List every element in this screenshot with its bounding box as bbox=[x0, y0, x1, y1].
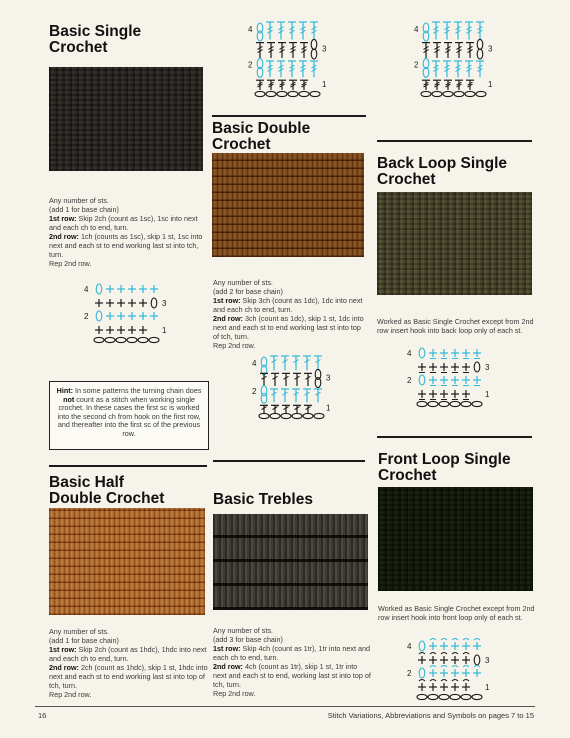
chain-stitch-symbol bbox=[292, 413, 302, 418]
chain-stitch-symbol bbox=[310, 91, 320, 96]
row-number-label: 4 bbox=[248, 25, 253, 34]
footer-rule bbox=[35, 706, 535, 707]
row2-label: 2nd row: bbox=[213, 662, 243, 671]
sts-count: Any number of sts. bbox=[49, 196, 109, 205]
base-chain-note: (add 1 for base chain) bbox=[49, 636, 119, 645]
chain-stitch-symbol bbox=[266, 91, 276, 96]
basic-single-crochet-swatch bbox=[49, 67, 203, 171]
base-chain-note: (add 2 for base chain) bbox=[213, 287, 283, 296]
row-number-label: 3 bbox=[326, 373, 331, 383]
chain-stitch-symbol bbox=[259, 413, 269, 418]
hint-box bbox=[49, 381, 209, 450]
chain-stitch-symbol bbox=[432, 91, 442, 96]
front-loop-title: Front Loop Single Crochet bbox=[378, 451, 511, 484]
row-number-label: 1 bbox=[485, 683, 490, 692]
loop-mark bbox=[474, 639, 480, 641]
hint-text-2: count as a stitch when working single crochet. In these cases the first sc is worked into the second ch from hook on the first row, and thereafter into the first sc of the previous row. bbox=[57, 394, 201, 438]
row-number-label: 4 bbox=[252, 359, 257, 368]
double-crochet-diagram bbox=[250, 352, 330, 420]
repeat-note: Rep 2nd row. bbox=[49, 690, 92, 699]
row-number-label: 3 bbox=[322, 44, 327, 54]
chain-stitch-symbol bbox=[311, 49, 317, 59]
row2-label: 2nd row: bbox=[213, 314, 243, 323]
base-chain-note: (add 3 for base chain) bbox=[213, 635, 283, 644]
row1-text: Skip 3ch (count as 1dc), 1dc into next and each ch to end, turn. bbox=[213, 296, 363, 314]
basic-single-crochet-instructions bbox=[49, 196, 207, 268]
chain-stitch-symbol bbox=[474, 655, 480, 665]
footer-note: Stitch Variations, Abbreviations and Symbols on pages 7 to 15 bbox=[327, 711, 534, 720]
chain-stitch-symbol bbox=[417, 694, 427, 699]
row-number-label: 3 bbox=[485, 363, 490, 372]
chain-stitch-symbol bbox=[96, 311, 102, 321]
chain-stitch-symbol bbox=[105, 337, 115, 342]
loop-mark bbox=[452, 666, 458, 668]
chain-stitch-symbol bbox=[303, 413, 313, 418]
chain-stitch-symbol bbox=[138, 337, 148, 342]
loop-mark bbox=[463, 639, 469, 641]
chain-stitch-symbol bbox=[476, 91, 486, 96]
section-rule bbox=[213, 460, 365, 462]
basic-trebles-title: Basic Trebles bbox=[213, 491, 313, 508]
half-double-crochet-instructions bbox=[49, 627, 209, 699]
loop-mark bbox=[419, 680, 425, 682]
row-number-label: 1 bbox=[485, 390, 490, 399]
chain-stitch-symbol bbox=[314, 413, 324, 418]
row1-text: Skip 2ch (count as 1sc), 1sc into next and each ch to end, turn. bbox=[49, 214, 198, 232]
row-number-label: 3 bbox=[162, 299, 167, 308]
section-rule bbox=[49, 465, 207, 467]
chain-stitch-symbol bbox=[474, 362, 480, 372]
chain-stitch-symbol bbox=[450, 694, 460, 699]
page-number: 16 bbox=[38, 711, 47, 720]
chain-stitch-symbol bbox=[472, 694, 482, 699]
half-double-crochet-swatch bbox=[49, 508, 205, 615]
loop-mark bbox=[419, 653, 425, 655]
row-number-label: 2 bbox=[248, 60, 253, 70]
loop-mark bbox=[441, 653, 447, 655]
half-double-crochet-title: Basic Half Double Crochet bbox=[49, 474, 165, 507]
row-number-label: 4 bbox=[407, 642, 412, 651]
chain-stitch-symbol bbox=[277, 91, 287, 96]
front-loop-swatch bbox=[378, 487, 533, 591]
basic-trebles-swatch bbox=[213, 514, 368, 610]
hint-text-1: In some patterns the turning chain does bbox=[73, 386, 202, 395]
row-number-label: 1 bbox=[488, 79, 493, 89]
chain-stitch-symbol bbox=[454, 91, 464, 96]
row-number-label: 2 bbox=[407, 669, 412, 678]
row-number-label: 4 bbox=[84, 285, 89, 294]
loop-mark bbox=[474, 666, 480, 668]
row1-label: 1st row: bbox=[213, 644, 241, 653]
base-chain-note: (add 1 for base chain) bbox=[49, 205, 119, 214]
basic-double-crochet-title: Basic Double Crochet bbox=[212, 120, 311, 153]
loop-mark bbox=[441, 666, 447, 668]
chain-stitch-symbol bbox=[477, 49, 483, 59]
row-number-label: 2 bbox=[407, 376, 412, 385]
loop-mark bbox=[441, 639, 447, 641]
treble-top-diagram bbox=[246, 18, 336, 98]
chain-stitch-symbol bbox=[450, 401, 460, 406]
loop-mark bbox=[463, 680, 469, 682]
row-number-label: 3 bbox=[488, 44, 493, 54]
right-top-diagram bbox=[412, 18, 502, 98]
row2-text: 2ch (count as 1hdc), skip 1 st, 1hdc into next and each st to end working last st into top of tch, turn. bbox=[49, 663, 208, 690]
back-loop-swatch bbox=[377, 192, 532, 295]
chain-stitch-symbol bbox=[151, 298, 157, 308]
repeat-note: Rep 2nd row. bbox=[49, 259, 92, 268]
row-number-label: 3 bbox=[485, 656, 490, 665]
repeat-note: Rep 2nd row. bbox=[213, 341, 256, 350]
sts-count: Any number of sts. bbox=[213, 278, 273, 287]
row-number-label: 4 bbox=[414, 25, 419, 34]
chain-stitch-symbol bbox=[421, 91, 431, 96]
row2-text: 3ch (count as 1dc), skip 1 st, 1dc into next and each st to end working last st into top of tch, turn. bbox=[213, 314, 364, 341]
front-loop-diagram bbox=[405, 637, 495, 703]
loop-mark bbox=[430, 666, 436, 668]
chain-stitch-symbol bbox=[127, 337, 137, 342]
chain-stitch-symbol bbox=[419, 348, 425, 358]
single-crochet-diagram bbox=[82, 280, 172, 346]
chain-stitch-symbol bbox=[461, 401, 471, 406]
row-number-label: 2 bbox=[414, 60, 419, 70]
basic-single-crochet-title: Basic Single Crochet bbox=[49, 23, 142, 56]
section-rule bbox=[377, 140, 532, 142]
loop-mark bbox=[452, 653, 458, 655]
section-rule bbox=[377, 436, 532, 438]
chain-stitch-symbol bbox=[477, 39, 483, 49]
row-number-label: 1 bbox=[326, 403, 331, 413]
loop-mark bbox=[452, 680, 458, 682]
row1-label: 1st row: bbox=[213, 296, 241, 305]
sts-count: Any number of sts. bbox=[49, 627, 109, 636]
chain-stitch-symbol bbox=[428, 694, 438, 699]
chain-stitch-symbol bbox=[270, 413, 280, 418]
chain-stitch-symbol bbox=[439, 401, 449, 406]
row1-text: Skip 4ch (count as 1tr), 1tr into next and each ch to end, turn. bbox=[213, 644, 371, 662]
basic-double-crochet-instructions bbox=[213, 278, 368, 350]
sts-count: Any number of sts. bbox=[213, 626, 273, 635]
chain-stitch-symbol bbox=[288, 91, 298, 96]
loop-mark bbox=[463, 666, 469, 668]
row2-text: 1ch (counts as 1sc), skip 1 st, 1sc into next and each st to end working last st into tch, turn. bbox=[49, 232, 203, 259]
loop-mark bbox=[430, 639, 436, 641]
chain-stitch-symbol bbox=[428, 401, 438, 406]
loop-mark bbox=[463, 653, 469, 655]
chain-stitch-symbol bbox=[149, 337, 159, 342]
row-number-label: 1 bbox=[322, 79, 327, 89]
chain-stitch-symbol bbox=[255, 91, 265, 96]
back-loop-diagram bbox=[405, 344, 495, 410]
hint-label: Hint: bbox=[56, 386, 74, 395]
row-number-label: 2 bbox=[84, 312, 89, 321]
chain-stitch-symbol bbox=[419, 375, 425, 385]
chain-stitch-symbol bbox=[461, 694, 471, 699]
chain-stitch-symbol bbox=[116, 337, 126, 342]
row2-text: 4ch (count as 1tr), skip 1 st, 1tr into next and each st to end, working last st into top of tch, turn. bbox=[213, 662, 371, 689]
loop-mark bbox=[430, 680, 436, 682]
chain-stitch-symbol bbox=[281, 413, 291, 418]
row1-label: 1st row: bbox=[49, 214, 77, 223]
chain-stitch-symbol bbox=[96, 284, 102, 294]
back-loop-title: Back Loop Single Crochet bbox=[377, 155, 508, 188]
chain-stitch-symbol bbox=[472, 401, 482, 406]
chain-stitch-symbol bbox=[299, 91, 309, 96]
row-number-label: 2 bbox=[252, 387, 257, 397]
chain-stitch-symbol bbox=[419, 641, 425, 651]
chain-stitch-symbol bbox=[443, 91, 453, 96]
basic-double-crochet-swatch bbox=[212, 153, 364, 257]
row1-text: Skip 2ch (count as 1hdc), 1hdc into next and each ch to end, turn. bbox=[49, 645, 207, 663]
chain-stitch-symbol bbox=[465, 91, 475, 96]
row1-label: 1st row: bbox=[49, 645, 77, 654]
chain-stitch-symbol bbox=[261, 393, 267, 403]
back-loop-instructions: Worked as Basic Single Crochet except from 2nd row insert hook into back loop only of each st. bbox=[377, 317, 534, 335]
row2-label: 2nd row: bbox=[49, 663, 79, 672]
basic-trebles-instructions bbox=[213, 626, 371, 698]
loop-mark bbox=[452, 639, 458, 641]
loop-mark bbox=[430, 653, 436, 655]
chain-stitch-symbol bbox=[311, 39, 317, 49]
row2-label: 2nd row: bbox=[49, 232, 79, 241]
section-rule bbox=[212, 115, 366, 117]
chain-stitch-symbol bbox=[419, 668, 425, 678]
row-number-label: 1 bbox=[162, 326, 167, 335]
chain-stitch-symbol bbox=[94, 337, 104, 342]
front-loop-instructions: Worked as Basic Single Crochet except from 2nd row insert hook into front loop only of each st. bbox=[378, 604, 535, 622]
hint-not: not bbox=[63, 394, 75, 404]
row-number-label: 4 bbox=[407, 349, 412, 358]
chain-stitch-symbol bbox=[439, 694, 449, 699]
repeat-note: Rep 2nd row. bbox=[213, 689, 256, 698]
chain-stitch-symbol bbox=[417, 401, 427, 406]
loop-mark bbox=[441, 680, 447, 682]
